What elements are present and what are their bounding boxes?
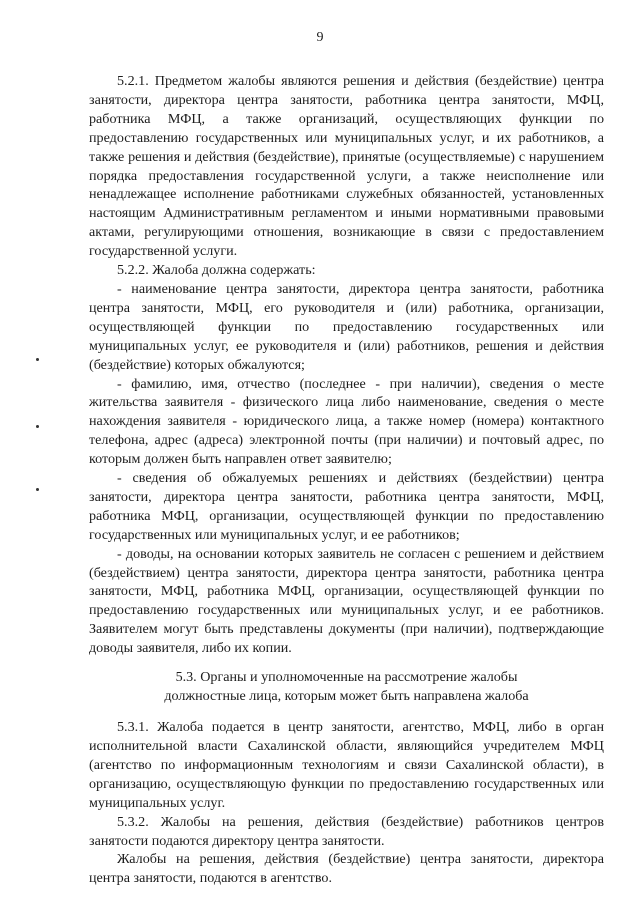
list-item: - фамилию, имя, отчество (последнее - при наличии), сведения о месте жительства заявителя - физического лица либо наименование, сведения о месте нахождения заявителя - юридического лица, а также номер (номера) контактного телефона, адрес (адреса) электронной почты (при наличии) и почтовый адрес, по которым должен быть направлен ответ заявителю; <box>89 375 604 468</box>
paragraph-5-2-1: 5.2.1. Предметом жалобы являются решения и действия (бездействие) центра занятости, директора центра занятости, работника центра занятости, МФЦ, работника МФЦ, а также организаций, осуществляющих функции по предоставлению государственных или муниципальных услуг, и их работников, а также решения и действия (бездействие), принятые (осуществляемые) с нарушением порядка предоставления государственной услуги, а также неисполнение или ненадлежащее исполнение работниками служебных обязанностей, установленных настоящим Административным регламентом и иными нормативными правовыми актами, регулирующими отношения, возникающие в связи с предоставлением государственной услуги. <box>89 73 604 260</box>
list-item: - доводы, на основании которых заявитель не согласен с решением и действием (бездействием) центра занятости, директора центра занятости, работника центра занятости, МФЦ, работника МФЦ, организации, осуществляющей функции по предоставлению государственных или муниципальных услуг, и ее работников. Заявителем могут быть представлены документы (при наличии), подтверждающие доводы заявителя, либо их копии. <box>89 545 604 657</box>
document-body <box>89 72 604 888</box>
paragraph-5-3-1: 5.3.1. Жалоба подается в центр занятости, агентство, МФЦ, либо в орган исполнительной власти Сахалинской области, являющийся учредителем МФЦ (агентство по информационным технологиям и связи Сахалинской области), в организацию, осуществляющую функции по предоставлению государственных или муниципальных услуг. <box>89 719 604 811</box>
section-heading-5-3 <box>89 668 604 706</box>
margin-mark <box>36 488 39 491</box>
margin-mark <box>36 425 39 428</box>
paragraph-5-2-2: 5.2.2. Жалоба должна содержать: <box>117 262 316 279</box>
margin-mark <box>36 358 39 361</box>
page-number: 9 <box>316 30 324 45</box>
list-item: - сведения об обжалуемых решениях и действиях (бездействии) центра занятости, директора центра занятости, работника центра занятости, МФЦ, работника МФЦ, организации, осуществляющей функции по предоставлению государственных или муниципальных услуг, и ее работников; <box>89 470 604 543</box>
paragraph-5-3-2: 5.3.2. Жалобы на решения, действия (бездействие) работников центров занятости подаются директору центра занятости. <box>89 813 604 849</box>
heading-line-2: должностные лица, которым может быть направлена жалоба <box>164 688 529 705</box>
heading-line-1: 5.3. Органы и уполномоченные на рассмотрение жалобы <box>175 669 518 686</box>
list-item: - наименование центра занятости, директора центра занятости, работника центра занятости, МФЦ, его руководителя и (или) работника, организации, осуществляющей функции по предоставлению государственных или муниципальных услуг, ее руководителя и (или) работников, решения и действия (бездействие) которых обжалуются; <box>89 280 604 373</box>
paragraph-5-3-2-b: Жалобы на решения, действия (бездействие) центра занятости, директора центра занятости, подаются в агентство. <box>89 851 604 887</box>
